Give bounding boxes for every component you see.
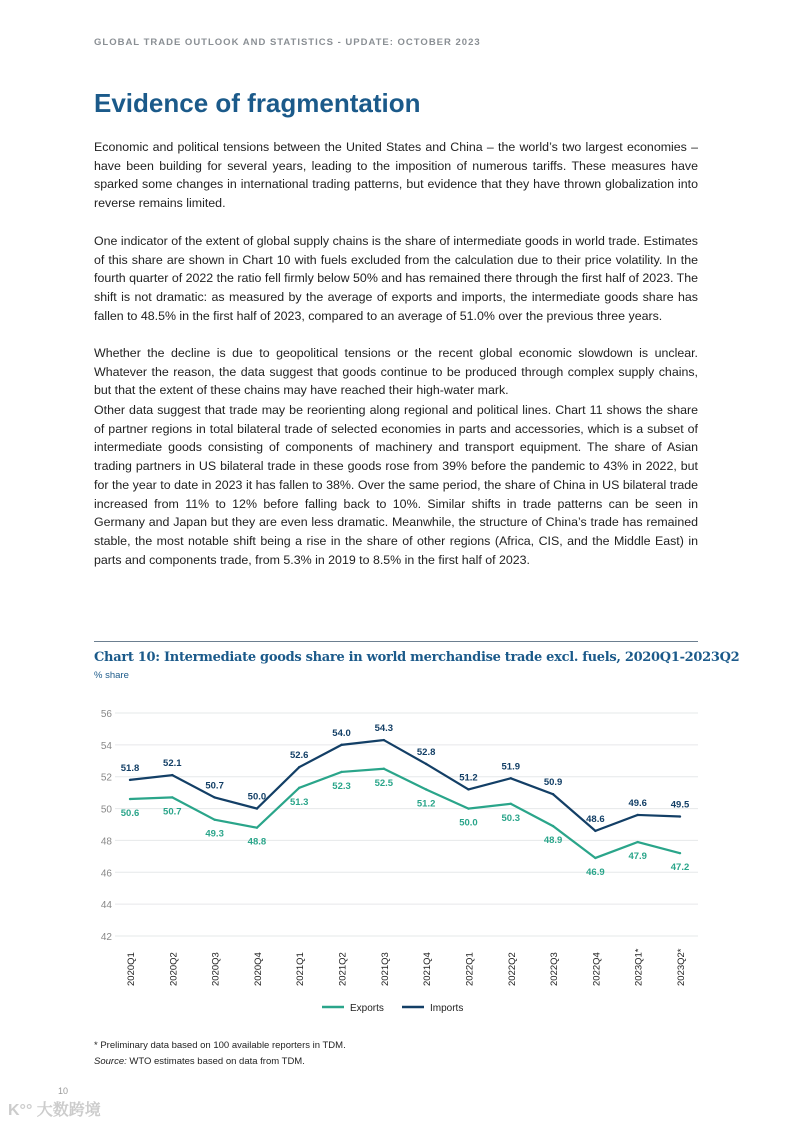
data-point (594, 857, 596, 859)
x-tick-label: 2022Q1 (464, 952, 476, 986)
data-label: 50.9 (543, 777, 563, 789)
data-point (256, 826, 258, 828)
y-tick-label: 44 (100, 900, 112, 912)
data-label: 54.3 (374, 723, 394, 735)
x-tick-label: 2021Q1 (295, 952, 307, 986)
data-label: 49.3 (205, 828, 224, 840)
data-point (298, 766, 300, 768)
x-tick-label: 2021Q2 (337, 952, 349, 986)
x-tick-label: 2023Q1* (633, 948, 645, 986)
data-label: 48.9 (543, 835, 563, 847)
data-label: 50.0 (247, 791, 267, 803)
x-tick-label: 2021Q3 (379, 952, 391, 986)
chart-footnote: * Preliminary data based on 100 available reporters in TDM. (94, 1040, 346, 1051)
x-tick-label: 2020Q2 (168, 952, 180, 986)
data-point (256, 807, 258, 809)
data-point (171, 796, 173, 798)
paragraph: One indicator of the extent of global supply chains is the share of intermediate goods in world trade. Estimates of this share are shown in Chart 10 with fuels excluded from the calculation due to their price volatility. In the fourth quarter of 2022 the ratio fell firmly below 50% and has remained there through the first half of 2023. The shift is not dramatic: as measured by the average of exports and imports, the intermediate goods share has fallen to 48.5% in the first half of 2023, compared to an average of 51.0% over the previous three years. (94, 234, 698, 323)
data-label: 51.8 (120, 762, 140, 774)
x-tick-label: 2023Q2* (676, 948, 687, 986)
data-label: 52.3 (332, 780, 351, 792)
data-point (425, 763, 427, 765)
data-label: 51.3 (289, 796, 309, 808)
data-point (510, 777, 512, 779)
data-label: 54.0 (332, 727, 351, 739)
data-point (383, 768, 385, 770)
line-chart (0, 690, 793, 1030)
y-tick-label: 50 (100, 804, 112, 816)
x-tick-label: 2020Q1 (126, 952, 137, 986)
legend-label: Imports (430, 1003, 464, 1014)
x-tick-label: 2020Q4 (252, 952, 264, 986)
data-point (636, 841, 638, 843)
data-point (340, 771, 342, 773)
y-tick-label: 48 (100, 836, 112, 848)
data-label: 51.9 (501, 761, 521, 773)
y-tick-label: 46 (100, 868, 112, 880)
data-point (298, 787, 300, 789)
data-point (213, 796, 215, 798)
y-tick-label: 56 (100, 709, 112, 720)
data-label: 52.1 (163, 758, 182, 770)
data-label: 47.2 (670, 862, 690, 874)
data-label: 48.8 (247, 836, 267, 848)
paragraph: Other data suggest that trade may be reorienting along regional and political lines. Chart 11 shows the share of partner regions in total bilateral trade of selected economies in parts and accessories, which is a subset of intermediate goods consisting of components of machinery and transport equipment. The share of Asian trading partners in US bilateral trade in these goods rose from 39% before the pandemic to 43% in 2022, but for the year to date in 2023 it has fallen to 38%. Over the same period, the share of China in US bilateral trade increased from 11% to 12% before falling back to 10%. Similar shifts in trade patterns can be seen in Germany and Japan but they are even less dramatic. Meanwhile, the structure of China’s trade has remained stable, the most notable shift being a rise in the share of other regions (Africa, CIS, and the Middle East) in parts and components trade, from 5.3% in 2019 to 8.5% in the first half of 2023. (94, 403, 698, 567)
x-tick-label: 2020Q3 (210, 952, 222, 986)
section-title: Evidence of fragmentation (94, 88, 421, 118)
page-number: 10 (58, 1086, 69, 1096)
data-label: 48.6 (586, 813, 605, 825)
data-point (129, 779, 131, 781)
data-point (129, 798, 131, 800)
data-label: 51.2 (459, 772, 478, 784)
legend-label: Exports (350, 1003, 384, 1014)
x-tick-label: 2022Q2 (506, 952, 518, 986)
data-point (171, 774, 173, 776)
data-point (467, 807, 469, 809)
x-tick-label: 2022Q3 (549, 952, 561, 986)
data-label: 52.5 (374, 777, 394, 789)
x-tick-label: 2021Q4 (422, 952, 434, 986)
data-label: 52.6 (289, 750, 309, 762)
data-label: 50.3 (501, 812, 521, 824)
data-label: 50.7 (163, 806, 182, 818)
data-point (679, 852, 681, 854)
data-label: 47.9 (628, 851, 647, 863)
data-point (552, 825, 554, 827)
data-point (510, 803, 512, 805)
paragraph: Whether the decline is due to geopolitical tensions or the recent global economic slowdown is unclear. Whatever the reason, the data suggest that goods continue to be produced through complex supply chains, but that the extent of these chains may have reached their high-water mark. (94, 346, 698, 398)
chart-divider (94, 641, 698, 642)
data-label: 49.5 (670, 799, 690, 811)
data-label: 50.6 (120, 808, 140, 820)
data-point (340, 744, 342, 746)
watermark-logo: K°° 大数跨境 (8, 1102, 101, 1119)
data-point (552, 793, 554, 795)
data-point (213, 819, 215, 821)
data-point (467, 788, 469, 790)
x-tick-label: 2022Q4 (591, 952, 603, 986)
data-point (425, 788, 427, 790)
data-label: 50.0 (459, 817, 478, 829)
data-point (679, 815, 681, 817)
chart-title: Chart 10: Intermediate goods share in world merchandise trade excl. fuels, 2020Q1-2023Q2 (94, 650, 740, 665)
data-label: 46.9 (586, 866, 605, 878)
data-label: 51.2 (416, 798, 436, 810)
y-tick-label: 54 (100, 740, 112, 752)
y-tick-label: 42 (100, 932, 112, 943)
y-tick-label: 52 (100, 772, 112, 784)
chart-source (94, 1056, 305, 1067)
data-point (636, 814, 638, 816)
data-point (383, 739, 385, 741)
data-label: 52.8 (416, 746, 436, 758)
source-label: Source: (94, 1056, 127, 1067)
data-label: 50.7 (205, 780, 224, 792)
data-point (594, 830, 596, 832)
data-label: 49.6 (628, 797, 647, 809)
source-text: WTO estimates based on data from TDM. (126, 1056, 305, 1067)
paragraph: Economic and political tensions between the United States and China – the world’s two largest economies – have been building for several years, leading to the imposition of numerous tariffs. These measures have sparked some changes in international trading patterns, but evidence that they have thrown globalization into reverse remains limited. (94, 140, 698, 211)
running-header: GLOBAL TRADE OUTLOOK AND STATISTICS - UPDATE: OCTOBER 2023 (94, 37, 481, 48)
chart-y-unit: % share (94, 670, 129, 681)
